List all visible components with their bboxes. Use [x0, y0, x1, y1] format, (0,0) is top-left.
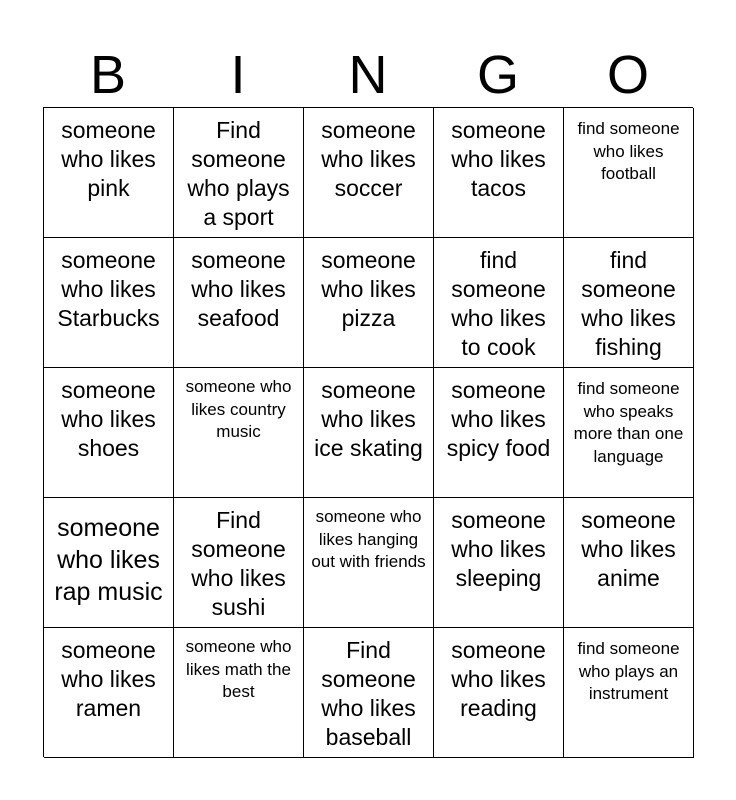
bingo-cell[interactable] [174, 108, 304, 238]
bingo-cell[interactable] [304, 108, 434, 238]
cell-text: Find someone who likes baseball [321, 637, 416, 750]
bingo-cell[interactable] [44, 498, 174, 628]
bingo-cell[interactable] [304, 368, 434, 498]
cell-text: someone who likes rap music [54, 514, 163, 606]
bingo-cell[interactable] [174, 628, 304, 758]
cell-text: someone who likes Starbucks [57, 247, 160, 331]
cell-text: someone who likes ramen [61, 637, 156, 721]
bingo-cell[interactable] [44, 628, 174, 758]
cell-text: someone who likes seafood [191, 247, 286, 331]
bingo-cell[interactable] [564, 238, 694, 368]
header-letter-o: O [606, 45, 649, 105]
bingo-board [43, 107, 693, 757]
bingo-cell[interactable] [434, 238, 564, 368]
bingo-cell[interactable] [564, 368, 694, 498]
bingo-cell[interactable] [44, 108, 174, 238]
cell-text: someone who likes soccer [321, 117, 416, 201]
cell-text: someone who likes sleeping [451, 507, 546, 591]
header-letter-b: B [89, 45, 127, 105]
cell-text: find someone who likes football [577, 119, 680, 183]
bingo-cell[interactable] [564, 108, 694, 238]
bingo-cell[interactable] [434, 498, 564, 628]
bingo-cell[interactable] [44, 238, 174, 368]
bingo-cell[interactable] [44, 368, 174, 498]
bingo-cell[interactable] [434, 108, 564, 238]
bingo-cell[interactable] [434, 628, 564, 758]
cell-text: someone who likes pizza [321, 247, 416, 331]
cell-text: someone who likes math the best [185, 637, 292, 701]
bingo-cell[interactable] [304, 498, 434, 628]
cell-text: someone who likes shoes [61, 377, 156, 461]
header-letter-g: G [476, 45, 519, 105]
bingo-cell[interactable] [304, 238, 434, 368]
cell-text: find someone who likes to cook [451, 247, 546, 360]
header-letter-i: I [230, 45, 246, 105]
bingo-cell[interactable] [174, 238, 304, 368]
bingo-cell[interactable] [564, 498, 694, 628]
bingo-cell[interactable] [564, 628, 694, 758]
header-letter-n: N [348, 45, 388, 105]
cell-text: someone who likes ice skating [314, 377, 423, 461]
cell-text: someone who likes reading [451, 637, 546, 721]
cell-text: someone who likes tacos [451, 117, 546, 201]
cell-text: someone who likes anime [581, 507, 676, 591]
cell-text: Find someone who likes sushi [191, 507, 286, 620]
cell-text: someone who likes pink [61, 117, 156, 201]
bingo-cell[interactable] [174, 368, 304, 498]
cell-text: someone who likes spicy food [446, 377, 551, 461]
cell-text: find someone who likes fishing [581, 247, 676, 360]
cell-text: Find someone who plays a sport [187, 117, 290, 230]
bingo-cell[interactable] [304, 628, 434, 758]
cell-text: someone who likes country music [185, 377, 292, 441]
cell-text: find someone who speaks more than one language [573, 379, 684, 466]
bingo-cell[interactable] [174, 498, 304, 628]
bingo-cell[interactable] [434, 368, 564, 498]
cell-text: someone who likes hanging out with friends [311, 507, 426, 571]
cell-text: find someone who plays an instrument [577, 639, 680, 703]
bingo-header [43, 44, 693, 106]
